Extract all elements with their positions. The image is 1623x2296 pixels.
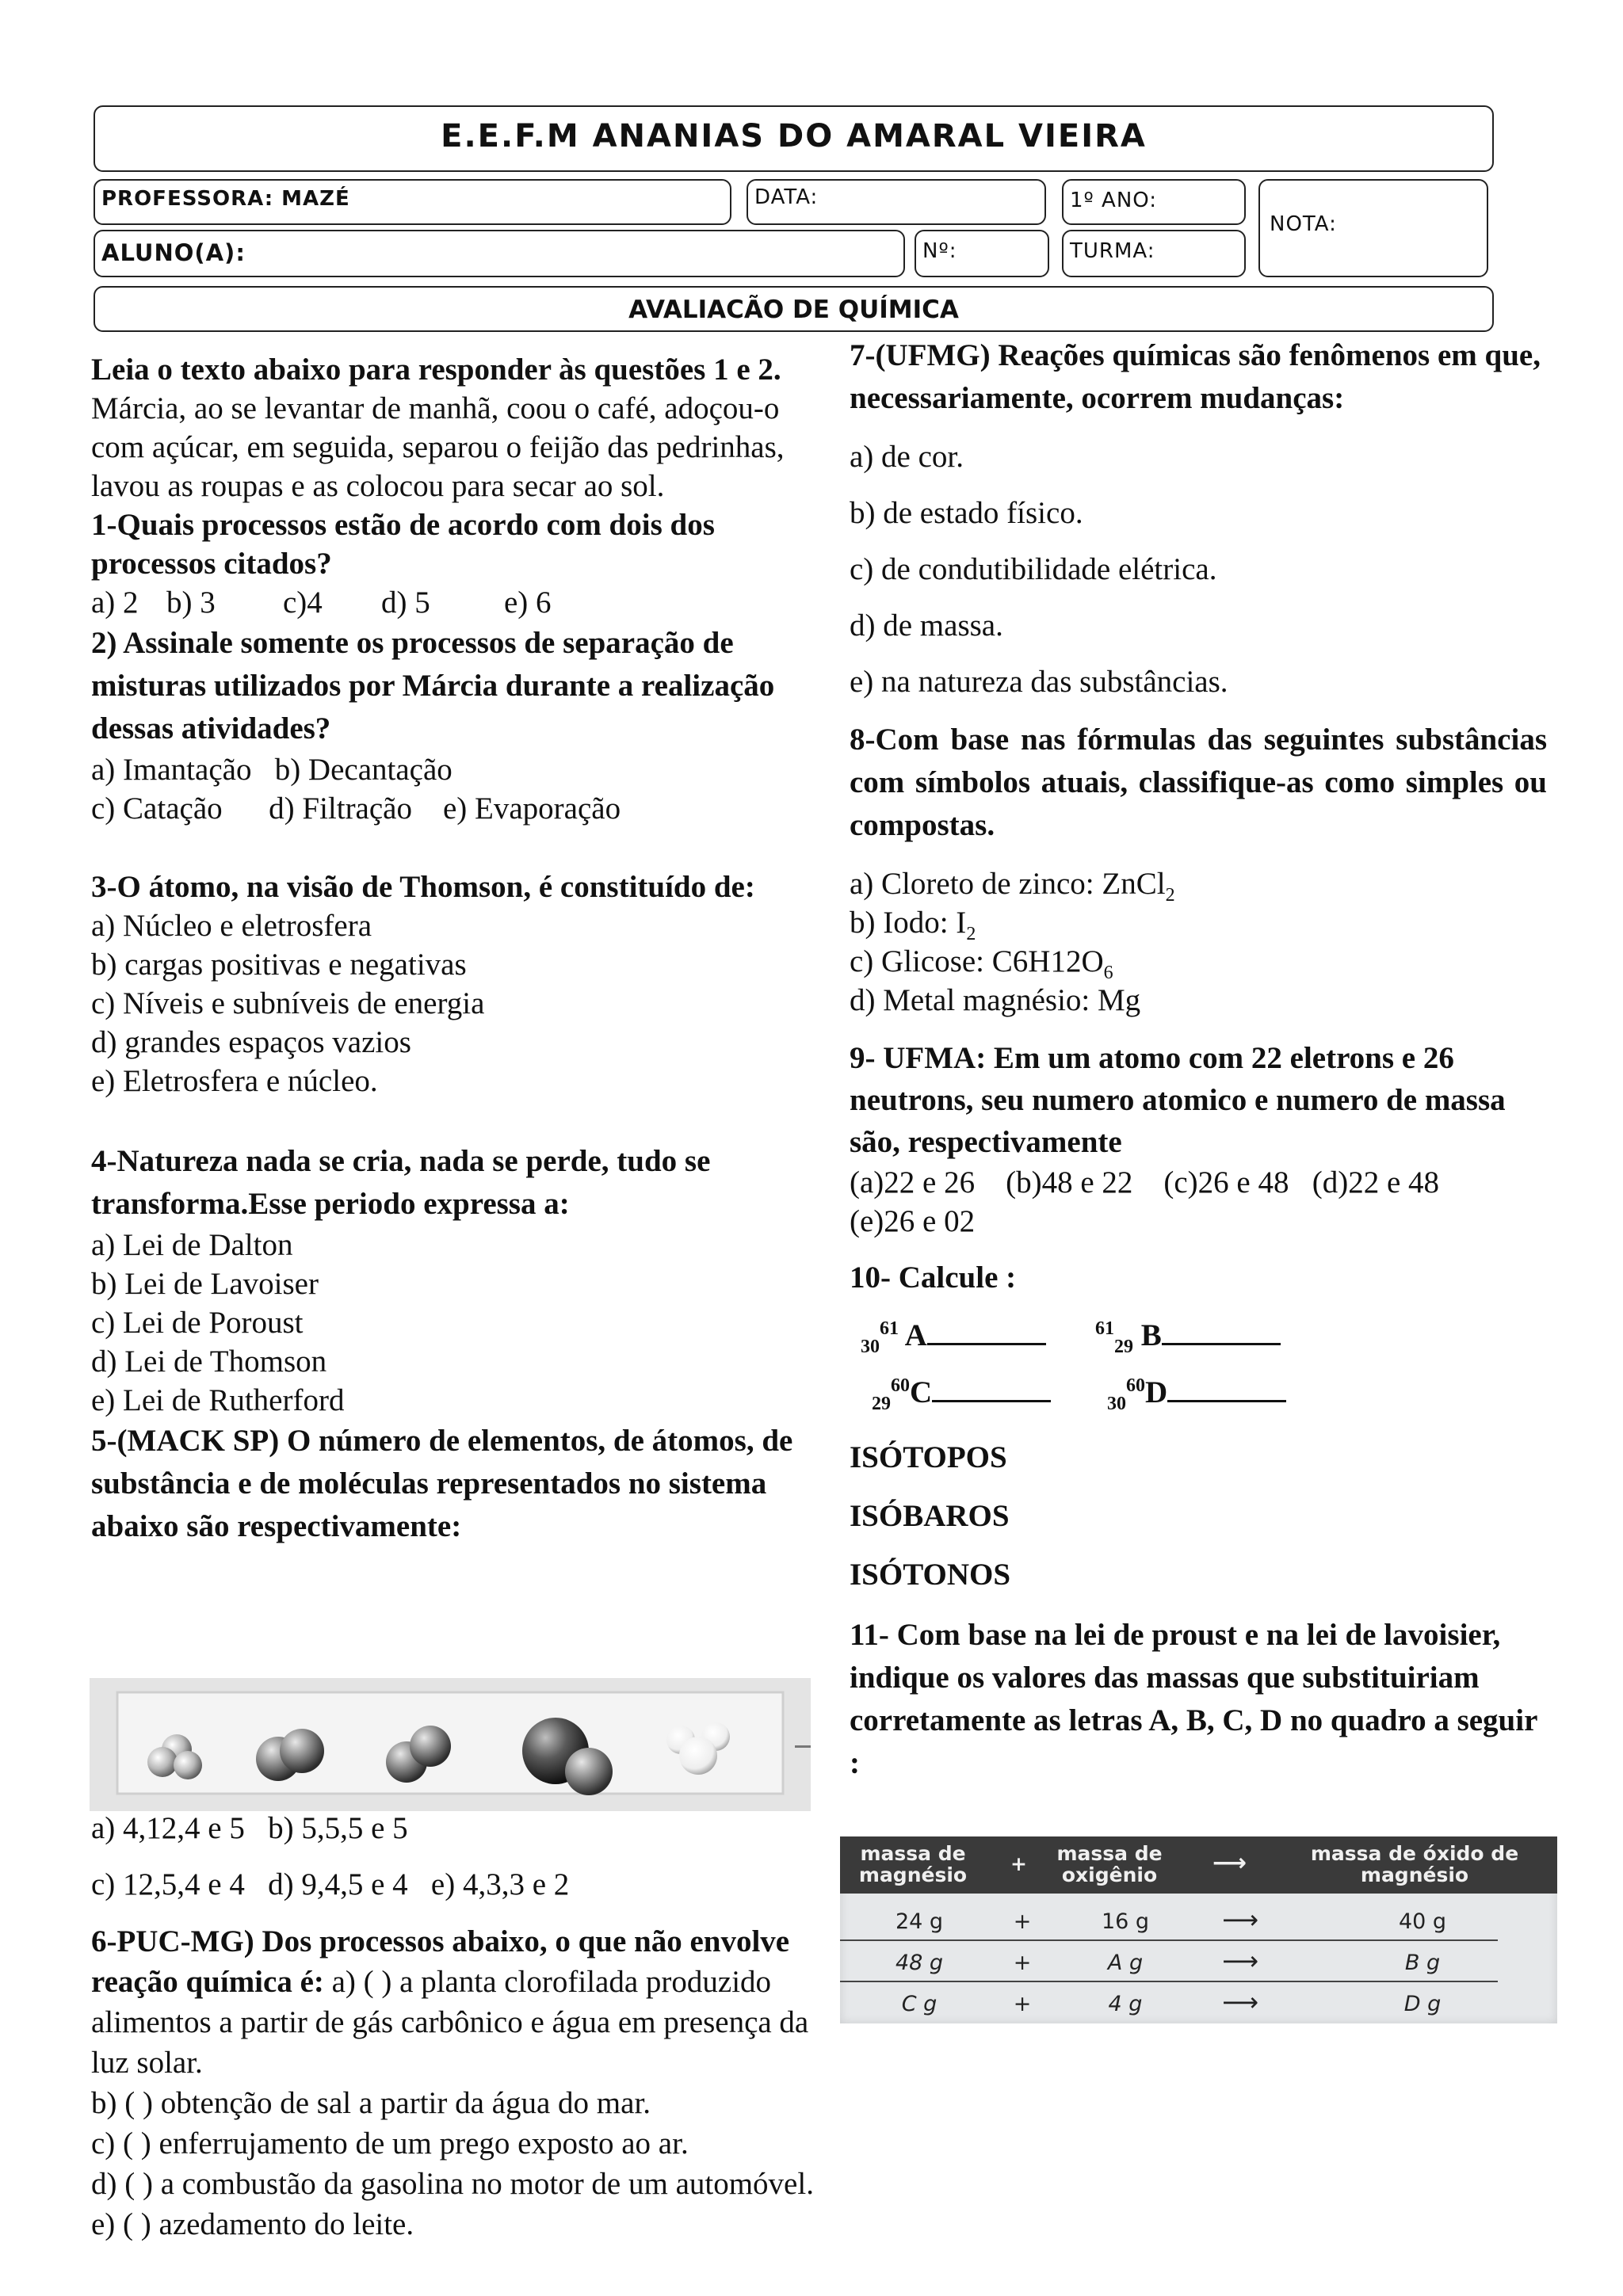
date-field[interactable] — [747, 179, 1046, 225]
right-column — [850, 334, 1547, 1785]
iso-a-mass: 61 — [880, 1318, 899, 1339]
question-8: 8-Com base nas fórmulas das seguintes substâncias com símbolos atuais, classifique-as como simples ou compostas. — [850, 723, 1547, 842]
iso-c-z: 29 — [872, 1393, 891, 1414]
question-3: 3-O átomo, na visão de Thomson, é constituído de: — [91, 870, 755, 904]
mass-table-cell: + — [1013, 1992, 1032, 2016]
molecules-figure — [90, 1678, 811, 1811]
question-2: 2) Assinale somente os processos de separação de misturas utilizados por Márcia durante a realização dessas atividades? — [91, 626, 775, 746]
class-label: TURMA: — [1070, 239, 1155, 263]
mass-table-row — [840, 1943, 1557, 1982]
q8-c-text: c) Glicose: C6H12O — [850, 944, 1104, 978]
q8-b-text: b) Iodo: I — [850, 906, 967, 940]
iso-b-z: 29 — [1114, 1336, 1133, 1357]
mass-table-cell: D g — [1403, 1992, 1442, 2016]
header-oxide: massa de óxido de magnésio — [1310, 1842, 1519, 1886]
story-text: Márcia, ao se levantar de manhã, coou o café, adoçou-o com açúcar, em seguida, separou o feijão das pedrinhas, lavou as roupas e as colocou para secar ao sol. — [91, 391, 785, 503]
iso-c-blank[interactable] — [932, 1376, 1051, 1402]
q1-option[interactable]: b) 3 — [166, 585, 216, 620]
isotope-a — [861, 1316, 1046, 1355]
mass-table-cell: + — [1013, 1951, 1032, 1975]
mass-table — [840, 1836, 1557, 2023]
q9-line1: (a)22 e 26 (b)48 e 22 (c)26 e 48 (d)22 e 48 — [850, 1165, 1440, 1199]
q4-option-e[interactable]: e) Lei de Rutherford — [91, 1383, 345, 1417]
q3-option-a[interactable]: a) Núcleo e eletrosfera — [91, 909, 372, 943]
grade-field[interactable] — [1258, 179, 1488, 277]
left-column-bottom — [91, 1809, 820, 2245]
question-1: 1-Quais processos estão de acordo com dois dos processos citados? — [91, 508, 715, 581]
q4-option-a[interactable]: a) Lei de Dalton — [91, 1228, 293, 1262]
q9-options-row2 — [850, 1202, 1547, 1241]
student-field[interactable] — [94, 230, 905, 277]
iso-a-blank[interactable] — [927, 1319, 1046, 1345]
mass-table-cell: ⟶ — [1222, 1987, 1258, 2017]
mass-table-cell: 40 g — [1398, 1909, 1447, 1934]
mass-table-cell: B g — [1404, 1951, 1441, 1975]
mass-table-row — [840, 1901, 1557, 1941]
q6-option-b[interactable]: b) ( ) obtenção de sal a partir da água do mar. — [91, 2086, 651, 2120]
mass-table-cell: 16 g — [1101, 1909, 1150, 1934]
mass-table-cell: ⟶ — [1222, 1905, 1258, 1935]
mass-table-cell: 24 g — [895, 1909, 944, 1934]
q1-option[interactable]: d) 5 — [381, 585, 430, 620]
q4-option-b[interactable]: b) Lei de Lavoiser — [91, 1267, 319, 1301]
label-isobaros: ISÓBAROS — [850, 1499, 1010, 1533]
iso-c-mass: 60 — [891, 1375, 910, 1396]
q1-option[interactable]: c)4 — [283, 585, 323, 620]
q1-option[interactable]: e) 6 — [504, 585, 552, 620]
q9-options-row1 — [850, 1163, 1547, 1202]
exam-title-box — [94, 286, 1494, 332]
q7-option-e[interactable]: e) na natureza das substâncias. — [850, 665, 1228, 699]
q3-option-c[interactable]: c) Níveis e subníveis de energia — [91, 986, 485, 1020]
question-7: 7-(UFMG) Reações químicas são fenômenos em que, necessariamente, ocorrem mudanças: — [850, 338, 1541, 415]
teacher-field — [94, 179, 731, 225]
header-arrow: ⟶ — [1212, 1849, 1247, 1877]
intro-text: Leia o texto abaixo para responder às questões 1 e 2. — [91, 353, 781, 387]
q8-c-sub: 6 — [1103, 962, 1113, 983]
question-10: 10- Calcule : — [850, 1261, 1017, 1295]
question-1-options — [91, 583, 820, 622]
q3-option-e[interactable]: e) Eletrosfera e núcleo. — [91, 1064, 378, 1098]
question-11: 11- Com base na lei de proust e na lei de lavoisier, indique os valores das massas que substituiriam corretamente as letras A, B, C, D no quadro a seguir : — [850, 1618, 1537, 1780]
q7-option-a[interactable]: a) de cor. — [850, 440, 964, 474]
q8-item-a — [850, 864, 1547, 906]
mass-table-cell: 4 g — [1108, 1992, 1143, 2016]
q8-b-sub: 2 — [966, 923, 976, 944]
q6-option-d-e[interactable]: d) ( ) a combustão da gasolina no motor de um automóvel. e) ( ) azedamento do leite. — [91, 2167, 814, 2241]
figure-mark — [795, 1745, 811, 1748]
isotope-row-2 — [850, 1363, 1547, 1421]
q2-line2: c) Catação d) Filtração e) Evaporação — [91, 791, 621, 826]
school-title-box — [94, 105, 1494, 172]
iso-d-symbol: D — [1145, 1375, 1168, 1409]
q2-line1: a) Imantação b) Decantação — [91, 753, 453, 787]
q8-item-b — [850, 903, 1547, 942]
iso-b-blank[interactable] — [1162, 1319, 1281, 1345]
question-5-options-row2 — [91, 1865, 820, 1904]
q8-a-text: a) Cloreto de zinco: ZnCl — [850, 867, 1166, 901]
exam-title: AVALIACÃO DE QUÍMICA — [628, 296, 959, 324]
q6-option-a[interactable]: a) ( ) a planta clorofilada produzido alimentos a partir de gás carbônico e água em presença da luz solar. — [91, 1965, 809, 2080]
date-label: DATA: — [754, 185, 819, 209]
mass-table-header — [840, 1836, 1557, 1894]
iso-a-symbol: A — [904, 1318, 927, 1352]
header-plus: + — [1010, 1852, 1027, 1875]
q3-option-d[interactable]: d) grandes espaços vazios — [91, 1025, 411, 1059]
iso-a-z: 30 — [861, 1336, 880, 1357]
question-2-options-row1 — [91, 750, 820, 789]
student-label: ALUNO(A): — [101, 239, 246, 266]
q6-option-c[interactable]: c) ( ) enferrujamento de um prego exposto ao ar. — [91, 2126, 689, 2161]
q8-item-c — [850, 942, 1547, 981]
isotope-b — [1095, 1316, 1281, 1355]
isotope-d — [1107, 1373, 1286, 1412]
question-4: 4-Natureza nada se cria, nada se perde, tudo se transforma.Esse periodo expressa a: — [91, 1144, 711, 1221]
iso-d-mass: 60 — [1126, 1375, 1145, 1396]
mass-table-cell: C g — [901, 1992, 938, 2016]
iso-d-blank[interactable] — [1167, 1376, 1286, 1402]
q7-option-c[interactable]: c) de condutibilidade elétrica. — [850, 552, 1217, 586]
q6-head: 6-PUC-MG) Dos processos abaixo, o que não envolve reação química é: — [91, 1924, 790, 1999]
question-9: 9- UFMA: Em um atomo com 22 eletrons e 26 neutrons, seu numero atomico e numero de massa são, respectivamente — [850, 1041, 1506, 1159]
mass-table-row — [840, 1984, 1557, 2023]
left-column — [91, 350, 820, 1548]
mass-table-cell: A g — [1107, 1951, 1144, 1975]
year-field[interactable] — [1062, 179, 1246, 225]
q5-line1: a) 4,12,4 e 5 b) 5,5,5 e 5 — [91, 1811, 408, 1845]
q4-option-c[interactable]: c) Lei de Poroust — [91, 1306, 304, 1340]
label-isotopos: ISÓTOPOS — [850, 1440, 1007, 1474]
mass-table-cell: 48 g — [895, 1951, 944, 1975]
question-6 — [91, 1921, 820, 2083]
grade-label: NOTA: — [1270, 212, 1337, 236]
mass-table-rule — [840, 1939, 1498, 1941]
question-2-options-row2 — [91, 789, 820, 828]
q7-option-d[interactable]: d) de massa. — [850, 608, 1003, 643]
q3-option-b[interactable]: b) cargas positivas e negativas — [91, 948, 467, 982]
question-5-options-row1 — [91, 1809, 820, 1848]
question-5: 5-(MACK SP) O número de elementos, de átomos, de substância e de moléculas representados no sistema abaixo são respectivamente: — [91, 1424, 793, 1543]
teacher-label: PROFESSORA: MAZÉ — [101, 187, 350, 211]
header-magnesium: massa de magnésio — [858, 1842, 968, 1886]
q4-option-d[interactable]: d) Lei de Thomson — [91, 1344, 327, 1379]
mass-table-cell: + — [1013, 1909, 1032, 1934]
isotope-c — [872, 1373, 1051, 1412]
q8-a-sub: 2 — [1165, 884, 1175, 906]
q1-option[interactable]: a) 2 — [91, 585, 139, 620]
iso-d-z: 30 — [1107, 1393, 1126, 1414]
header-oxygen: massa de oxigênio — [1056, 1842, 1163, 1886]
q7-option-b[interactable]: b) de estado físico. — [850, 496, 1083, 530]
q5-line2: c) 12,5,4 e 4 d) 9,4,5 e 4 e) 4,3,3 e 2 — [91, 1867, 570, 1901]
iso-b-symbol: B — [1140, 1318, 1162, 1352]
q8-item-d: d) Metal magnésio: Mg — [850, 983, 1141, 1017]
mass-table-cell: ⟶ — [1222, 1946, 1258, 1976]
number-label: Nº: — [922, 239, 957, 263]
iso-c-symbol: C — [910, 1375, 933, 1409]
isotope-row-1 — [850, 1306, 1547, 1363]
mass-table-rule — [840, 1981, 1498, 1982]
iso-b-mass: 61 — [1095, 1318, 1114, 1339]
year-label: 1º ANO: — [1070, 189, 1158, 212]
label-isotonos: ISÓTONOS — [850, 1558, 1011, 1592]
number-field[interactable] — [915, 230, 1049, 277]
class-field[interactable] — [1062, 230, 1246, 277]
school-title: E.E.F.M ANANIAS DO AMARAL VIEIRA — [441, 118, 1147, 154]
q9-line2: (e)26 e 02 — [850, 1204, 976, 1238]
